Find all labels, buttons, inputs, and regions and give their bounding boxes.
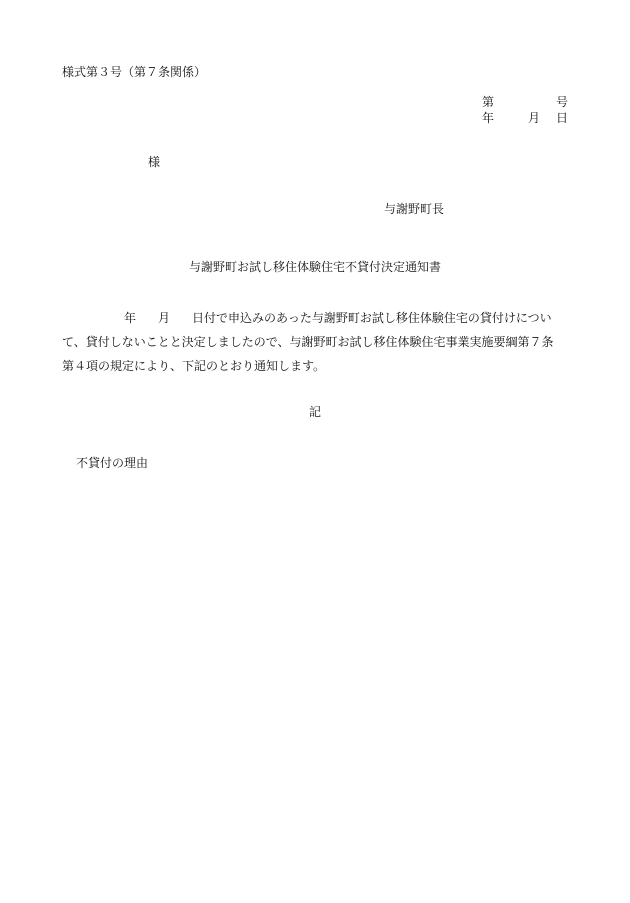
issue-date: [482, 112, 568, 124]
ki-heading: 記: [308, 405, 321, 419]
form-label: 様式第３号（第７条関係）: [62, 65, 207, 79]
body-year: 年: [124, 311, 137, 325]
date-month: 月: [527, 111, 540, 125]
date-day: 日: [555, 111, 568, 125]
body-line-3: 第４項の規定により、下記のとおり通知します。: [62, 359, 326, 373]
body-line-1: [62, 306, 570, 330]
sender: 与謝野町長: [384, 202, 445, 216]
body-text: [62, 306, 570, 378]
body-month: 月: [158, 311, 171, 325]
addressee: 様: [148, 155, 161, 169]
body-line-2: て、貸付しないことと決定しましたので、与謝野町お試し移住体験住宅事業実施要綱第７条: [62, 335, 554, 349]
number-prefix: 第: [482, 95, 495, 109]
reason-label: 不貸付の理由: [76, 456, 149, 470]
number-suffix: 号: [555, 95, 568, 109]
document-title: 与謝野町お試し移住体験住宅不貸付決定通知書: [188, 260, 441, 274]
document-number: [482, 96, 568, 108]
date-year: 年: [482, 111, 495, 125]
body-line-1-rest: 日付で申込みのあった与謝野町お試し移住体験住宅の貸付けについ: [192, 311, 552, 325]
